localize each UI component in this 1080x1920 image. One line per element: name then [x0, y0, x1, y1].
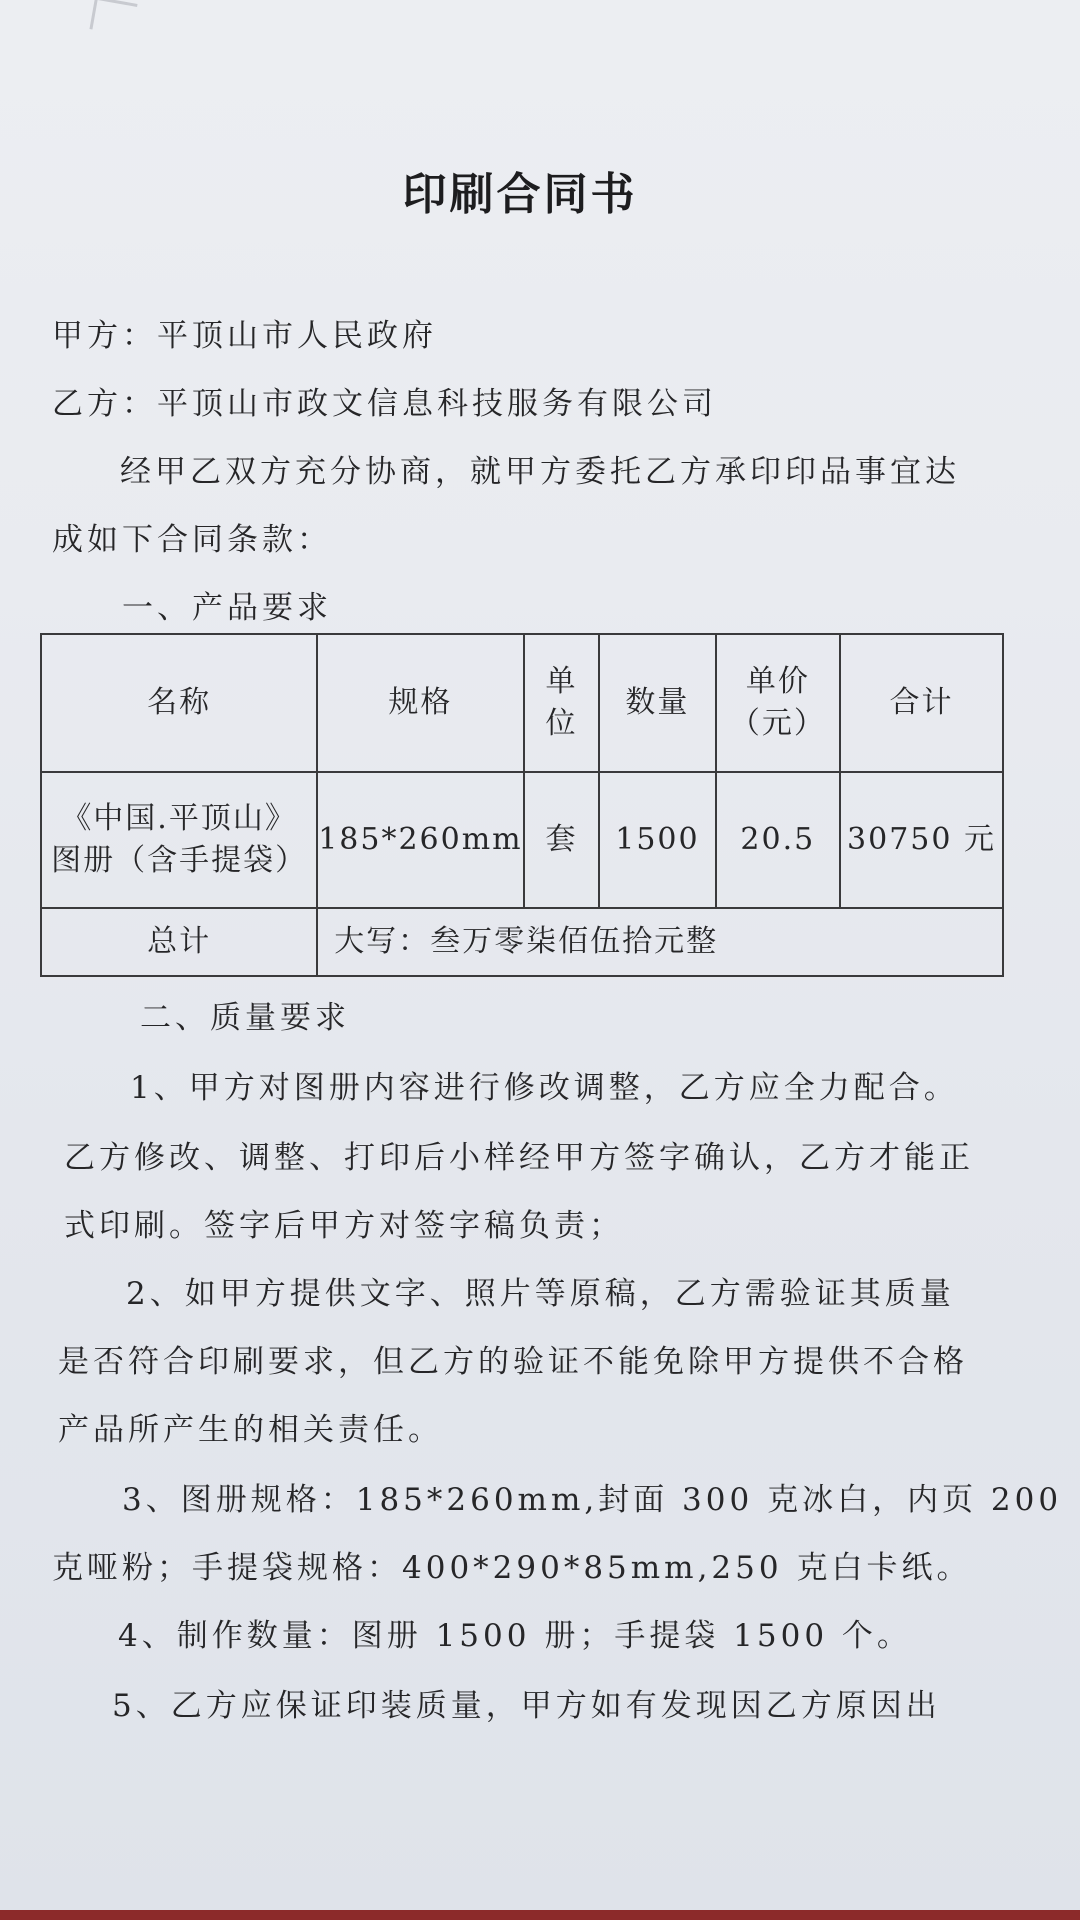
table-row	[41, 772, 1003, 908]
quality-line-9: 4、制作数量：图册 1500 册；手提袋 1500 个。	[118, 1618, 912, 1654]
quality-line-4: 2、如甲方提供文字、照片等原稿，乙方需验证其质量	[126, 1276, 955, 1312]
cell-spec: 185*260mm	[317, 772, 523, 908]
header-unit-line-1: 单	[545, 664, 578, 699]
pen-mark	[89, 0, 137, 36]
cell-qty: 1500	[599, 772, 715, 908]
header-qty: 数量	[599, 634, 715, 772]
cell-unit: 套	[524, 772, 600, 908]
quality-line-2: 乙方修改、调整、打印后小样经甲方签字确认，乙方才能正	[64, 1140, 974, 1176]
quality-line-6: 产品所产生的相关责任。	[58, 1412, 443, 1448]
cell-price: 20.5	[716, 772, 841, 908]
header-total: 合计	[840, 634, 1003, 772]
quality-line-7: 3、图册规格：185*260mm,封面 300 克冰白，内页 200	[122, 1482, 1063, 1518]
table-header-row	[41, 634, 1003, 772]
header-spec: 规格	[317, 634, 523, 772]
quality-line-3: 式印刷。签字后甲方对签字稿负责；	[64, 1208, 624, 1244]
summary-label: 总计	[41, 908, 317, 976]
desk-edge	[0, 1910, 1080, 1920]
quality-line-10: 5、乙方应保证印装质量，甲方如有发现因乙方原因出	[112, 1688, 941, 1724]
section-1-heading: 一、产品要求	[122, 590, 332, 626]
quality-line-1: 1、甲方对图册内容进行修改调整，乙方应全力配合。	[130, 1070, 959, 1106]
party-a: 甲方：平顶山市人民政府	[52, 318, 437, 354]
header-price-line-1: 单价	[745, 664, 810, 699]
quality-line-8: 克哑粉；手提袋规格：400*290*85mm,250 克白卡纸。	[52, 1550, 972, 1586]
header-price-line-2: （元）	[729, 706, 826, 741]
cell-name-line-2: 图册（含手提袋）	[51, 843, 308, 878]
cell-total: 30750 元	[840, 772, 1003, 908]
table-summary-row	[41, 908, 1003, 976]
quality-line-5: 是否符合印刷要求，但乙方的验证不能免除甲方提供不合格	[58, 1344, 968, 1380]
party-b: 乙方：平顶山市政文信息科技服务有限公司	[52, 386, 717, 422]
cell-name	[41, 772, 317, 908]
header-price	[716, 634, 841, 772]
document-title: 印刷合同书	[402, 169, 638, 220]
cell-name-line-1: 《中国.平顶山》	[61, 801, 297, 836]
section-2-heading: 二、质量要求	[140, 1000, 350, 1036]
header-name: 名称	[41, 634, 317, 772]
intro-line-1: 经甲乙双方充分协商，就甲方委托乙方承印印品事宜达	[120, 454, 960, 490]
intro-line-2: 成如下合同条款：	[52, 522, 332, 558]
header-unit-line-2: 位	[545, 706, 578, 741]
header-unit	[524, 634, 600, 772]
product-table	[40, 633, 1004, 977]
summary-value: 大写：叁万零柒佰伍拾元整	[317, 908, 1003, 976]
